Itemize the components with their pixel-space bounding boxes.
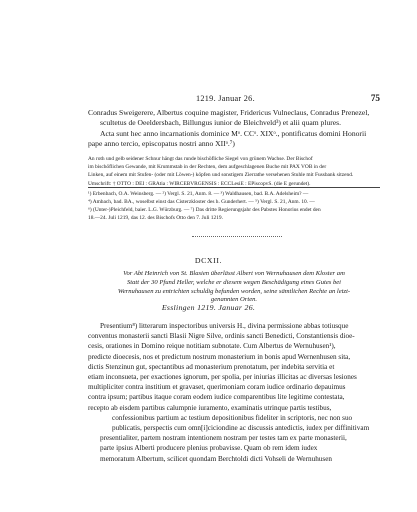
body-line: publicatis, perspectis cum omn[i]ciciondine ac discussis antedictis, iudex per diffinitivam xyxy=(112,424,370,433)
footnote-line: 18.—24. Juli 1219, das 12. des Bischofs Otto den 7. Juli 1219. xyxy=(88,215,223,222)
seal-line: Linken, auf einem mit Stufen- (oder mit Löwen-) köpfen und sonstigem Zierrathe versehenen Stuhle mit Fussbank sitzend. xyxy=(88,172,354,179)
body-line: recepto ab eisdem partibus calumpnie iuramento, examinatis utrinque partis testibus, xyxy=(88,403,332,412)
body-line: dictis Stenzinun gut, spectantibus ad monasterium prenotatum, per indebita servitia et xyxy=(88,362,335,371)
summary-line: Statt der 30 Pfund Heller, welche er diesem wegen Beschädigung eines Gutes bei xyxy=(126,278,342,286)
running-header xyxy=(88,94,380,106)
body-line: contra ipsum; partibus itaque coram eodem iudice comparentibus lite legitime contestata, xyxy=(88,393,345,402)
date-place: Esslingen 1219. Januar 26. xyxy=(161,303,256,312)
body-line: etiam inconsueta, per exactiones ignorum, per spolia, per iniurias illicitas ac diversas lesiones xyxy=(88,373,357,382)
footnotes xyxy=(88,190,380,222)
body-line: predicte dioecesis, nos et predictum nostrum monasterium in bonis apud Wernenhusen sita, xyxy=(88,352,351,361)
body-line: Presentium⁸) litterarum inspectoribus universis H., divina permissione abbas totiusque xyxy=(100,322,349,330)
footnote-divider xyxy=(88,187,380,188)
text-line: scultetus de Oeeldersbach, Billungus iunior de Bleichveld³) et alii quam plures. xyxy=(100,118,341,128)
body-line: conventus monasterii sancti Blasii Nigre Silve, ordinis sancti Benedicti, Constantiensis dioe- xyxy=(88,332,355,341)
body-line: presentialiter, partem nostram intentionem nostram per testes tam ex parte monasterii, xyxy=(100,434,347,443)
top-paragraph xyxy=(88,108,380,150)
document-summary xyxy=(88,270,380,305)
text-line: pape anno tercio, episcopatus nostri anno XIIᵒ.⁷) xyxy=(88,139,235,149)
footnote-line: ⁶) (Unter-)Pleichfeld, baier. L.G. Würzburg. — ⁷) Das dritte Regierungsjahr des Pabstes Honorius endet den xyxy=(88,207,321,214)
text-line: Conradus Sweigerere, Albertus coquine magister, Fridericus Vulneclaus, Conradus Prenezel, xyxy=(88,108,370,117)
body-line: cesis, orationes in Domino reique notitiam subnotate. Cum Albertus de Wernuhusen¹), xyxy=(88,342,336,351)
summary-line: genannten Orten. xyxy=(210,296,258,304)
body-line: confessionibus partium ac testium depositionibus fideliter in scriptoris, nec non suo xyxy=(112,413,353,422)
body-text xyxy=(88,321,380,464)
body-line: memoratum Albertum, scilicet quondam Berchtoldi dicti Vohseli de Wernuhusen xyxy=(100,454,332,463)
document-number: DCXII. xyxy=(194,256,223,265)
seal-description xyxy=(88,155,380,188)
running-title: 1219. Januar 26. xyxy=(196,94,255,103)
seal-line: im bischöflichen Gewande, mit Krummstab in der Rechten, dem aufgeschlagenen Buche mit PAX VOB in der xyxy=(88,164,327,171)
section-separator xyxy=(192,236,282,237)
body-line: multipliciter contra institium et gravaset, querimoniam coram iudice ordinario depauimus xyxy=(88,383,346,392)
page-number: 75 xyxy=(370,93,380,103)
seal-line: Umschrift: † OTTO : DEI : GRAtia : WIRCEBVRGENSIS : ECCLesiE : EPiscopvS. (die E gerundet). xyxy=(88,180,311,187)
body-line: parte ipsius Alberti producere plenius probavisse. Quam ob rem idem iudex xyxy=(100,444,318,453)
seal-line: An roth und gelb seidener Schnur hängt das runde bischöfliche Siegel von grünem Wachse. Der Bischof xyxy=(88,156,313,162)
summary-line: Wernuhausen zu entrichten schuldig befunden worden, seine sämtlichen Rechte an letzt- xyxy=(117,287,351,295)
footnote-line: ⁴) Ambach, bad. BA., woselbst einst das Cisterzkloster des h. Gunderhert. — ⁵) Vergl. S. 21, Anm. 10. — xyxy=(88,199,315,206)
text-line: Acta sunt hec anno incarnationis dominice Mᵒ. CCᵒ. XIXᵒ., pontificatus domini Honorii xyxy=(100,128,367,138)
footnote-line: ¹) Erbenbach, O.A. Weinsberg. — ²) Vergl. S. 21, Anm. 8. — ³) Waldhausen, bad. B.A. Adelsheim? — xyxy=(88,191,309,197)
summary-line: Vor Abt Heinrich von St. Blasien überlässt Albert von Wernuhausen dem Kloster am xyxy=(123,270,345,277)
